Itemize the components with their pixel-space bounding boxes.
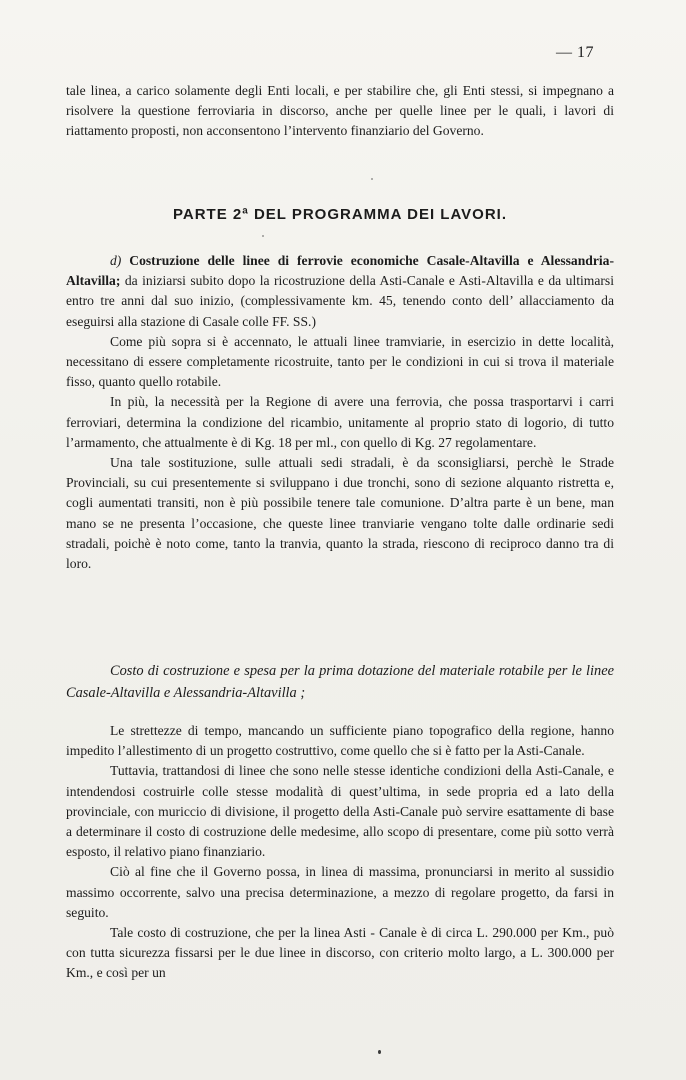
body-paragraph: Le strettezze di tempo, mancando un sufficiente piano topografico della regione, hanno impedito l’allestimento di un progetto costruttivo, come quello che si è fatto per la Asti-Canale. bbox=[66, 723, 614, 759]
item-d-paragraph bbox=[66, 251, 614, 332]
item-text: da iniziarsi subito dopo la ricostruzione della Asti-Canale e Asti-Altavilla e da ultimarsi entro tre anni dal suo inizio, (complessivamente km. 45, tenendo conto dell’ allacciamento da eseguirsi alla stazione di Casale colle FF. SS.) bbox=[66, 273, 614, 329]
body-paragraph: In più, la necessità per la Regione di avere una ferrovia, che possa trasportarvi i carri ferroviari, determina la condizione del ricambio, unitamente al proprio stato di logorio, di tutto l’armamento, che attualmente è di Kg. 18 per ml., con quello di Kg. 27 regolamentare. bbox=[66, 394, 614, 450]
intro-text: tale linea, a carico solamente degli Enti locali, e per stabilire che, gli Enti stessi, si impegnano a risolvere la questione ferroviaria in discorso, anche per quelle linee per le quali, i lavori di riattamento proposti, non acconsentono l’intervento finanziario del Governo. bbox=[66, 83, 614, 139]
body-paragraph: Come più sopra si è accennato, le attuali linee tramviarie, in esercizio in dette località, necessitano di essere completamente ricostruite, tanto per le condizioni in cui si trova il materiale fisso, quanto quello rotabile. bbox=[66, 333, 614, 390]
body-paragraph: Ciò al fine che il Governo possa, in linea di massima, pronunciarsi in merito al sussidio massimo occorrente, salvo una precisa determinazione, a mezzo di regolare progetto, da farsi in seguito. bbox=[66, 864, 614, 920]
page-number: — 17 bbox=[556, 44, 594, 61]
paper-speck bbox=[262, 235, 264, 237]
costs-body bbox=[66, 721, 614, 984]
paper-speck bbox=[371, 178, 373, 180]
intro-paragraph bbox=[66, 81, 614, 142]
costs-subheading: Costo di costruzione e spesa per la prima dotazione del materiale rotabile per le linee Casale-Altavilla e Alessandria-Altavilla ; bbox=[66, 663, 614, 701]
body-paragraph: Tuttavia, trattandosi di linee che sono nelle stesse identiche condizioni della Asti-Canale, e intendendosi costruirle colle stesse modalità di quest’ultima, in sede propria ed a lato della provinciale, con muriccio di divisione, il progetto della Asti-Canale può servire esattamente di base a determinare il costo di costruzione delle medesime, allo scopo di presentare, come più sotto verrà esposto, il relativo piano finanziario. bbox=[66, 763, 614, 860]
section-title: PARTE 2ª DEL PROGRAMMA DEI LAVORI. bbox=[172, 206, 507, 223]
paper-speck bbox=[378, 1050, 381, 1054]
body-paragraph: Tale costo di costruzione, che per la linea Asti - Canale è di circa L. 290.000 per Km., può con tutta sicurezza fissarsi per le due linee in discorso, con criterio molto largo, a L. 300.000 per Km., e così per un bbox=[66, 925, 614, 981]
body-paragraph: Una tale sostituzione, sulle attuali sedi stradali, è da sconsigliarsi, perchè le Strade Provinciali, su cui presentemente si sviluppano i due tronchi, sono di sezione alquanto ristretta e, cogli aumentati transiti, non è più possibile tenere tale comunione. D’altra parte è un bene, man mano se ne presenta l’occasione, che queste linee tranviarie vengano tolte dalle ordinarie sedi stradali, poichè è noto come, tanto la tranvia, quanto la strada, riescono di reciproco danno tra di loro. bbox=[66, 455, 614, 572]
item-heading: Costruzione delle linee di ferrovie economiche Casale-Altavilla e Alessandria-Altavilla; bbox=[66, 253, 614, 289]
part2-body bbox=[66, 251, 614, 574]
item-letter: d) bbox=[110, 253, 122, 268]
